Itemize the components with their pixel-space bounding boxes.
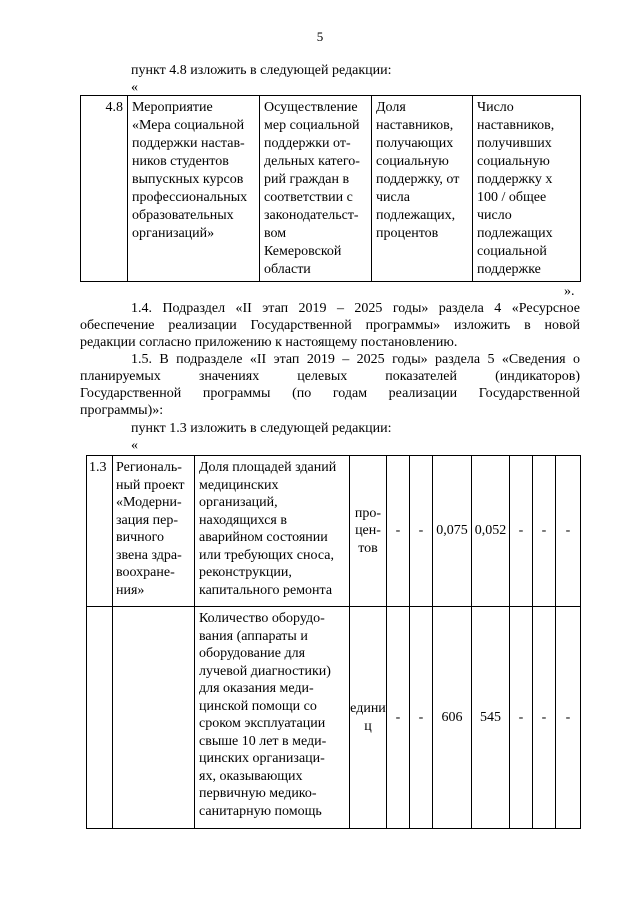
text-line: 100 / общее: [477, 190, 547, 205]
text-line: Осуществление: [264, 100, 358, 115]
text-line: ный проект: [116, 477, 185, 493]
row-number: 1.3: [89, 460, 107, 475]
text-line: законодательст-: [264, 208, 359, 223]
value-cell: -: [556, 607, 581, 829]
text-line: сроком эксплуатации: [199, 716, 326, 731]
text-line: мер социальной: [264, 118, 360, 133]
instruction-1-3: пункт 1.3 изложить в следующей редакции:: [131, 421, 392, 436]
para-1-5-line: программы)»:: [80, 403, 164, 418]
text-line: подлежащих: [477, 226, 553, 241]
text-line: поддержки от-: [264, 136, 351, 151]
text-line: рий граждан в: [264, 172, 350, 187]
para-1-4-line: редакции согласно приложению к настоящему постановлению.: [80, 335, 458, 350]
text-line: звена здра-: [116, 547, 182, 563]
value-cell: -: [510, 607, 533, 829]
value-cell: -: [510, 456, 533, 607]
text-line: подлежащих,: [376, 208, 456, 223]
empty-cell: [87, 607, 113, 829]
text-line: получающих: [376, 136, 454, 151]
text-line: поддержки настав-: [132, 136, 245, 151]
value-cell: -: [410, 456, 433, 607]
unit-cell: [350, 700, 386, 735]
text-line: вичного: [116, 530, 165, 545]
value-cell: -: [387, 456, 410, 607]
text-line: капитального ремонта: [199, 582, 333, 598]
text-line: получивших: [477, 136, 552, 151]
text-line: организаций,: [199, 495, 278, 510]
text-line: Мероприятие: [132, 100, 213, 115]
text-line: лучевой диагностики): [199, 663, 331, 679]
text-line: соответствии с: [264, 190, 353, 205]
text-line: социальную: [376, 154, 449, 169]
measure-name-cell: [128, 96, 259, 245]
text-line: ния»: [116, 582, 145, 598]
para-1-5-line: 1.5. В подразделе «II этап 2019 – 2025 годы» раздела 5 «Сведения о: [131, 352, 580, 367]
text-line: ников студентов: [132, 154, 229, 169]
text-line: социальную: [477, 154, 550, 169]
open-quote: «: [131, 438, 138, 453]
text-line: тов: [358, 540, 378, 556]
table-4-8: [80, 95, 581, 282]
text-line: свыше 10 лет в меди-: [199, 733, 327, 749]
text-line: находящихся в: [199, 512, 287, 528]
value-cell: -: [533, 456, 556, 607]
table-1-3: [86, 455, 581, 829]
text-line: зация пер-: [116, 512, 179, 528]
text-line: медицинских: [199, 477, 279, 493]
text-line: дельных катего-: [264, 154, 360, 169]
text-line: или требующих сноса,: [199, 547, 334, 563]
page-number: 5: [316, 29, 324, 44]
text-line: «Мера социальной: [132, 118, 245, 133]
text-line: вания (аппараты и: [199, 628, 308, 644]
text-line: организаций»: [132, 226, 215, 241]
text-line: ц: [364, 718, 372, 734]
text-line: Региональ-: [116, 460, 182, 475]
value-cell: 606: [433, 607, 472, 829]
text-line: наставников,: [376, 118, 454, 133]
text-line: Кемеровской: [264, 244, 342, 259]
para-1-4-line: обеспечение реализации Государственной программы» изложить в новой: [80, 318, 580, 333]
indicator-cell: [195, 607, 349, 822]
text-line: Доля площадей зданий: [199, 460, 337, 475]
text-line: числа: [376, 190, 410, 205]
text-line: Количество оборудо-: [199, 611, 325, 626]
close-quote: ».: [564, 284, 575, 299]
text-line: поддержку х: [477, 172, 553, 187]
text-line: воохране-: [116, 565, 175, 580]
para-1-4-line: 1.4. Подраздел «II этап 2019 – 2025 годы» раздела 4 «Ресурсное: [131, 301, 580, 316]
text-line: наставников,: [477, 118, 555, 133]
value-cell: -: [556, 456, 581, 607]
value-cell: -: [410, 607, 433, 829]
text-line: поддержку, от: [376, 172, 460, 187]
text-line: ях, оказывающих: [199, 768, 303, 784]
instruction-4-8: пункт 4.8 изложить в следующей редакции:: [131, 63, 392, 78]
text-line: санитарную помощь: [199, 803, 322, 819]
text-line: процентов: [376, 226, 439, 241]
text-line: вом: [264, 226, 287, 241]
row-number: 4.8: [105, 100, 123, 115]
project-cell: [113, 456, 194, 602]
text-line: Доля: [376, 100, 406, 115]
value-cell: -: [533, 607, 556, 829]
measure-description-cell: [260, 96, 371, 281]
text-line: цинских организаци-: [199, 751, 325, 766]
text-line: едини: [350, 701, 386, 716]
value-cell: 0,075: [433, 456, 472, 607]
text-line: первичную медико-: [199, 786, 317, 801]
indicator-cell: [372, 96, 472, 245]
para-1-5-line: Государственной программы (по годам реализации Государственной: [80, 386, 580, 401]
text-line: профессиональных: [132, 190, 248, 205]
text-line: выпускных курсов: [132, 172, 244, 187]
text-line: цинской помощи со: [199, 698, 317, 714]
empty-cell: [113, 607, 195, 829]
value-cell: 545: [472, 607, 510, 829]
indicator-cell: [195, 456, 349, 601]
open-quote: «: [131, 80, 138, 95]
text-line: аварийном состоянии: [199, 530, 328, 545]
text-line: для оказания меди-: [199, 681, 314, 696]
formula-cell: [473, 96, 580, 281]
value-cell: 0,052: [472, 456, 510, 607]
text-line: оборудование для: [199, 646, 306, 661]
text-line: «Модерни-: [116, 495, 182, 510]
text-line: число: [477, 208, 512, 223]
text-line: социальной: [477, 244, 547, 259]
text-line: области: [264, 262, 311, 277]
text-line: Число: [477, 100, 514, 115]
text-line: образовательных: [132, 208, 234, 223]
unit-cell: [350, 505, 386, 558]
text-line: поддержке: [477, 262, 541, 277]
value-cell: -: [387, 607, 410, 829]
text-line: про-: [354, 505, 382, 521]
text-line: цен-: [355, 523, 381, 539]
text-line: реконструкции,: [199, 565, 292, 580]
para-1-5-line: планируемых значениях целевых показателей (индикаторов): [80, 369, 580, 384]
